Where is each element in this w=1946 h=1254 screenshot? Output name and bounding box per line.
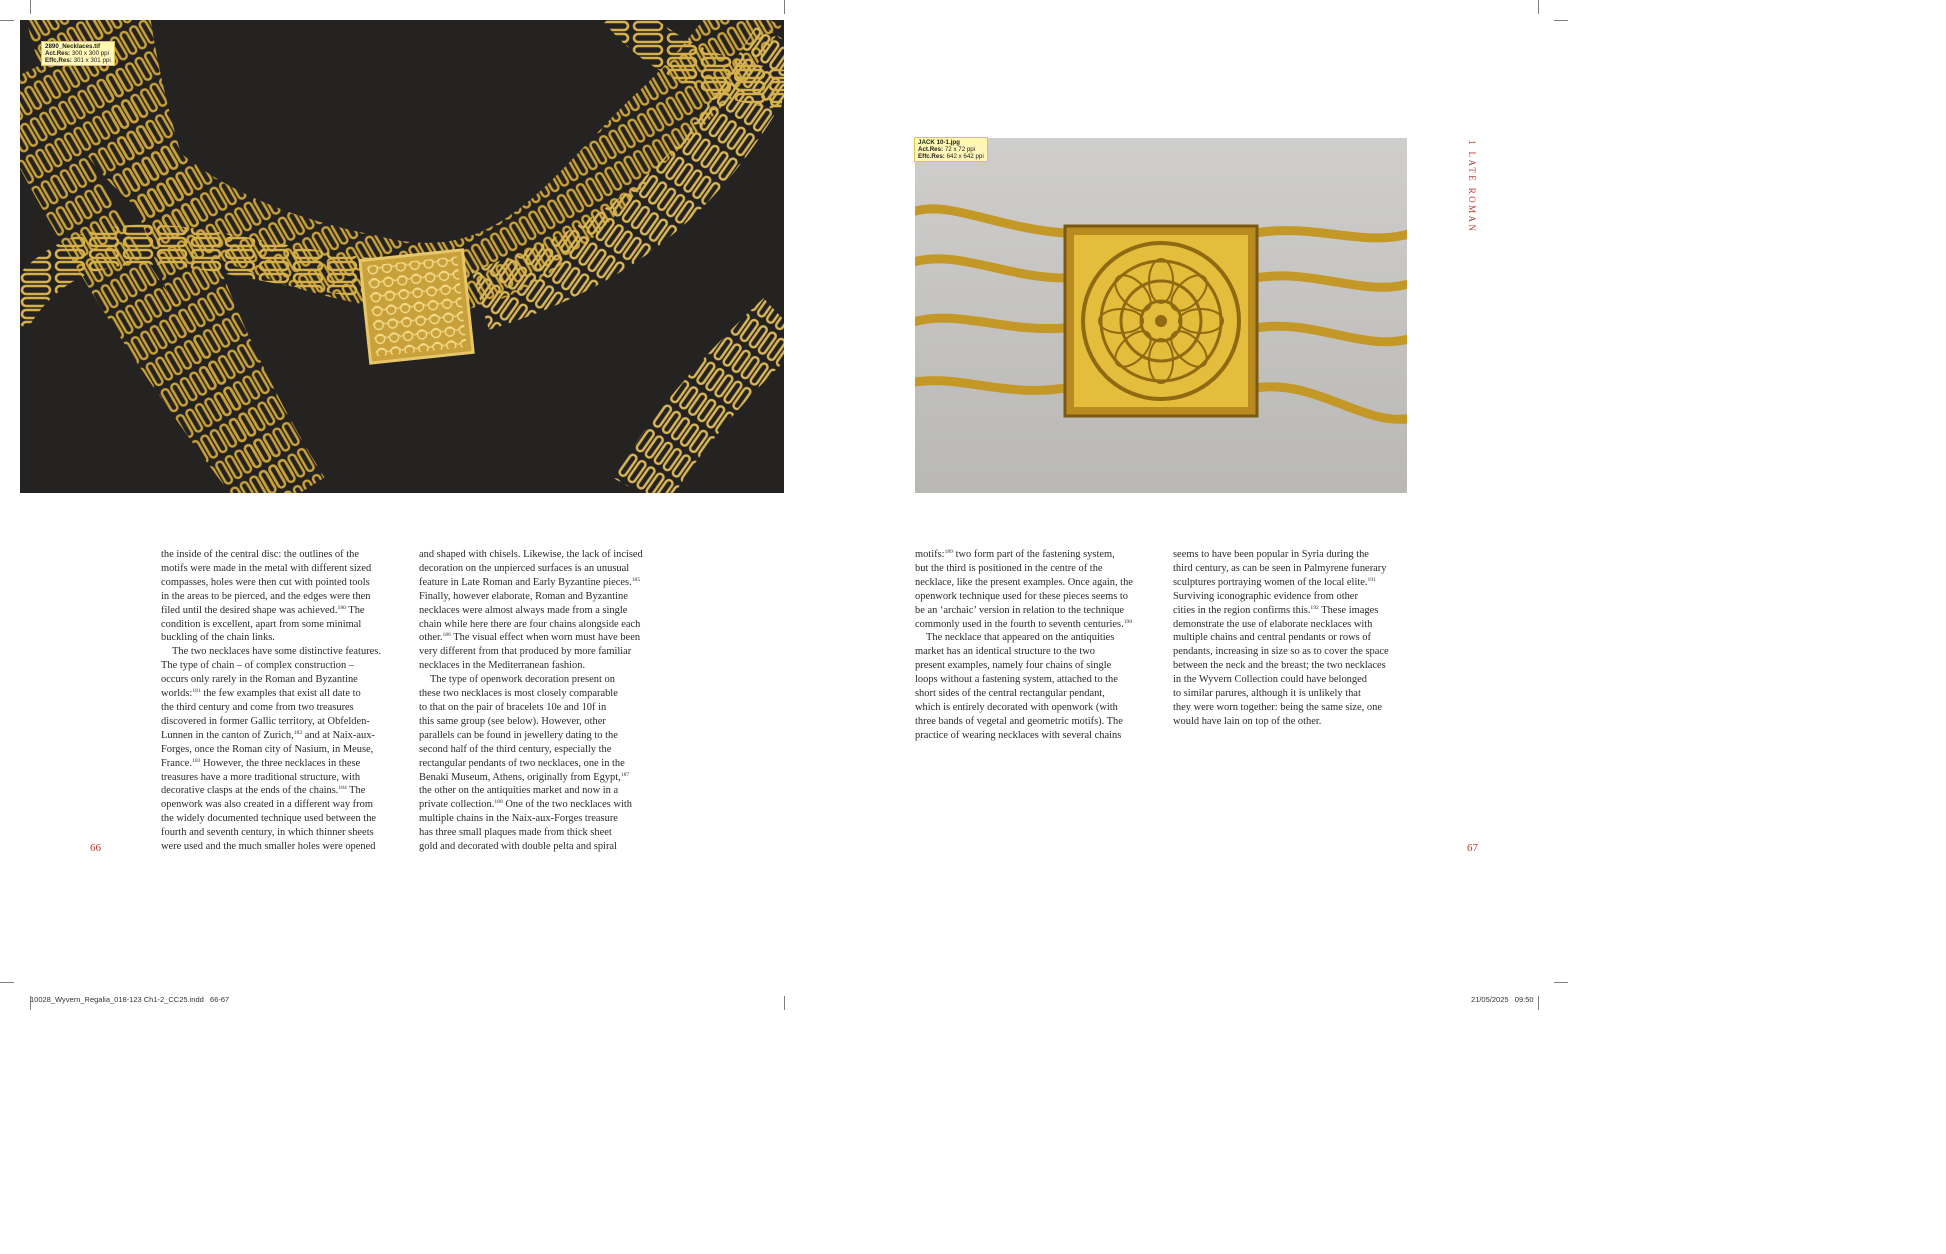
preflight-effc-value: 301 x 301 ppi xyxy=(73,57,111,64)
text-line: chain while here there are four chains alongside each xyxy=(419,618,641,630)
text-line: compasses, holes were then cut with pointed tools xyxy=(161,576,370,588)
crop-mark xyxy=(1554,982,1568,983)
crop-mark xyxy=(784,0,785,14)
text-line: Lunnen in the canton of Zurich,$^{182}$ and at Naix-aux- xyxy=(161,729,375,741)
text-line: which is entirely decorated with openwork (with xyxy=(915,701,1118,713)
text-line: second half of the third century, especially the xyxy=(419,743,612,755)
text-line: discovered in former Gallic territory, at Obfelden- xyxy=(161,715,370,727)
text-line: occurs only rarely in the Roman and Byzantine xyxy=(161,674,358,686)
text-line: gold and decorated with double pelta and spiral xyxy=(419,841,617,853)
footnote-ref: 192 xyxy=(1310,604,1319,611)
page-number: 67 xyxy=(1467,842,1478,854)
preflight-filename: 2890_Necklaces.tif xyxy=(45,43,101,50)
crop-mark xyxy=(30,0,31,14)
text-line: and shaped with chisels. Likewise, the lack of incised xyxy=(419,549,643,560)
text-line: Benaki Museum, Athens, originally from Egypt,$^{187}$ xyxy=(419,771,630,783)
text-line: necklace, like the present examples. Once again, the xyxy=(915,576,1133,588)
text-line: worlds:$^{181}$ the few examples that exist all date to xyxy=(161,688,361,700)
text-line: short sides of the central rectangular pendant, xyxy=(915,688,1105,700)
text-line: necklaces were almost always made from a single xyxy=(419,604,628,616)
text-line: the inside of the central disc: the outlines of the xyxy=(161,549,359,560)
text-line: multiple chains in the Naix-aux-Forges treasure xyxy=(419,813,618,825)
text-line: loops without a fastening system, attached to the xyxy=(915,674,1118,686)
page-number: 66 xyxy=(90,842,101,854)
text-line: The type of openwork decoration present on xyxy=(430,674,615,686)
text-line: The type of chain – of complex construction – xyxy=(161,660,355,672)
text-line: practice of wearing necklaces with several chains xyxy=(915,729,1122,741)
text-line: motifs:$^{189}$ two form part of the fastening system, xyxy=(915,549,1115,560)
footnote-ref: 183 xyxy=(192,757,201,764)
text-line: pendants, increasing in size so as to cover the space xyxy=(1173,646,1389,658)
preflight-act-value: 300 x 300 ppi xyxy=(71,50,109,57)
text-line: Finally, however elaborate, Roman and Byzantine xyxy=(419,590,628,602)
text-line: would have lain on top of the other. xyxy=(1173,715,1322,727)
text-line: were used and the much smaller holes were opened xyxy=(161,841,376,853)
text-line: third century, as can be seen in Palmyrene funerary xyxy=(1173,562,1387,574)
text-line: this same group (see below). However, other xyxy=(419,715,606,727)
text-line: necklaces in the Mediterranean fashion. xyxy=(419,660,586,672)
crop-mark xyxy=(1538,0,1539,14)
text-line: openwork was also created in a different way from xyxy=(161,799,373,811)
file-slug: 10028_Wyvern_Regalia_018-123 Ch1-2_CC25.indd 66-67 xyxy=(30,995,230,1004)
text-line: The necklace that appeared on the antiquities xyxy=(926,632,1115,644)
text-line: The two necklaces have some distinctive features. xyxy=(172,646,381,658)
text-line: filed until the desired shape was achieved.$^{180}$ The xyxy=(161,604,365,616)
text-line: present examples, namely four chains of single xyxy=(915,660,1112,672)
pendant-detail-photo xyxy=(915,138,1407,493)
text-line: rectangular pendants of two necklaces, one in the xyxy=(419,757,625,769)
date-slug: 21/05/2025 09:50 xyxy=(1471,995,1534,1004)
text-line: between the neck and the breast; the two necklaces xyxy=(1173,660,1386,672)
footnote-ref: 180 xyxy=(337,604,346,611)
footnote-ref: 189 xyxy=(944,549,953,555)
preflight-effc-label: Effc.Res: xyxy=(45,57,72,64)
text-line: in the Wyvern Collection could have belonged xyxy=(1173,674,1367,686)
text-line: France.$^{183}$ However, the three necklaces in these xyxy=(161,757,361,769)
text-line: the other on the antiquities market and now in a xyxy=(419,785,619,797)
text-line: condition is excellent, apart from some minimal xyxy=(161,618,362,630)
footnote-ref: 185 xyxy=(631,576,641,583)
text-line: other.$^{186}$ The visual effect when worn must have been xyxy=(419,632,641,644)
text-line: to that on the pair of bracelets 10e and 10f in xyxy=(419,701,607,713)
text-line: has three small plaques made from thick sheet xyxy=(419,827,612,839)
body-column xyxy=(915,548,1151,743)
text-line: cities in the region confirms this.$^{192}$ These images xyxy=(1173,604,1379,616)
crop-mark xyxy=(0,982,14,983)
text-line: demonstrate the use of elaborate necklaces with xyxy=(1173,618,1373,630)
text-line: treasures have a more traditional structure, with xyxy=(161,771,361,783)
preflight-label xyxy=(41,41,115,66)
text-line: but the third is positioned in the centre of the xyxy=(915,562,1103,574)
text-line: in the areas to be pierced, and the edges were then xyxy=(161,590,371,602)
text-line: to similar parures, although it is unlikely that xyxy=(1173,688,1361,700)
text-line: decorative clasps at the ends of the chains.$^{184}$ The xyxy=(161,785,366,797)
text-line: feature in Late Roman and Early Byzantine pieces.$^{185}$ xyxy=(419,576,641,588)
footnote-ref: 187 xyxy=(620,771,630,778)
footnote-ref: 182 xyxy=(293,729,303,736)
text-line: market has an identical structure to the two xyxy=(915,646,1095,658)
text-line: sculptures portraying women of the local elite.$^{191}$ xyxy=(1173,576,1376,588)
crop-mark xyxy=(0,20,14,21)
crop-mark xyxy=(1554,20,1568,21)
footnote-ref: 181 xyxy=(192,688,201,695)
text-line: fourth and seventh century, in which thinner sheets xyxy=(161,827,374,839)
text-line: seems to have been popular in Syria during the xyxy=(1173,549,1369,560)
necklaces-photo xyxy=(20,20,784,493)
text-line: private collection.$^{188}$ One of the two necklaces with xyxy=(419,799,633,811)
text-line: openwork technique used for these pieces seems to xyxy=(915,590,1129,602)
body-column xyxy=(1173,548,1409,729)
preflight-act-label: Act.Res: xyxy=(45,50,71,57)
openwork-pendant-image xyxy=(915,138,1407,493)
crop-mark xyxy=(784,996,785,1010)
text-line: the third century and come from two treasures xyxy=(161,701,354,713)
crop-mark xyxy=(1538,996,1539,1010)
text-line: parallels can be found in jewellery dating to the xyxy=(419,729,618,741)
footnote-ref: 191 xyxy=(1367,576,1376,583)
text-line: they were worn together: being the same size, one xyxy=(1173,701,1382,713)
text-line: buckling of the chain links. xyxy=(161,632,275,644)
text-line: decoration on the unpierced surfaces is an unusual xyxy=(419,562,630,574)
gold-chain-necklaces-image xyxy=(20,20,784,493)
text-line: very different from that produced by more familiar xyxy=(419,646,632,658)
text-line: Forges, once the Roman city of Nasium, in Meuse, xyxy=(161,743,374,755)
text-line: these two necklaces is most closely comparable xyxy=(419,688,618,700)
text-line: three bands of vegetal and geometric motifs). The xyxy=(915,715,1123,727)
text-line: be an ‘archaic’ version in relation to the technique xyxy=(915,604,1125,616)
body-column xyxy=(419,548,655,854)
footnote-ref: 190 xyxy=(1123,618,1133,625)
preflight-effc-value: 642 x 642 ppi xyxy=(946,153,984,160)
text-line: motifs were made in the metal with different sized xyxy=(161,562,372,574)
body-column xyxy=(161,548,397,854)
preflight-filename: JACK 10-1.jpg xyxy=(918,139,960,146)
preflight-act-value: 72 x 72 ppi xyxy=(944,146,976,153)
text-line: Surviving iconographic evidence from other xyxy=(1173,590,1358,602)
running-head: 1 LATE ROMAN xyxy=(1467,140,1477,234)
text-line: multiple chains and central pendants or rows of xyxy=(1173,632,1371,644)
text-line: commonly used in the fourth to seventh centuries.$^{190}$ xyxy=(915,618,1133,630)
text-line: the widely documented technique used between the xyxy=(161,813,377,825)
preflight-effc-label: Effc.Res: xyxy=(918,153,945,160)
preflight-label xyxy=(914,137,988,162)
footnote-ref: 184 xyxy=(338,785,347,792)
preflight-act-label: Act.Res: xyxy=(918,146,944,153)
footnote-ref: 186 xyxy=(442,632,451,639)
footnote-ref: 188 xyxy=(494,799,503,806)
